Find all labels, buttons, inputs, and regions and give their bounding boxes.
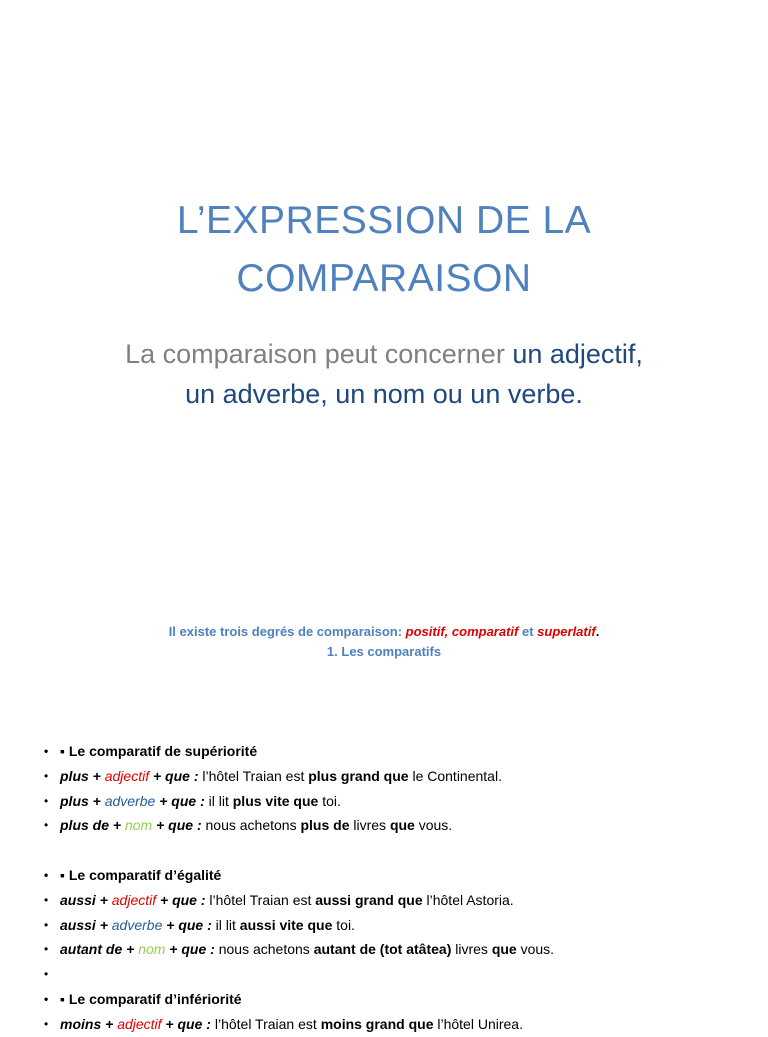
heading-egalite: • ▪ Le comparatif d’égalité [44, 863, 764, 888]
formula-end: + que : [155, 792, 209, 809]
subtitle-part1: La comparaison peut concerner [125, 339, 513, 369]
slide-subtitle [120, 334, 648, 414]
slide-title-line2: COMPARAISON [236, 257, 532, 300]
list-item-empty [44, 962, 764, 987]
degree-positif: positif [405, 624, 445, 639]
formula-start: autant de + [60, 941, 139, 958]
example-key: que [491, 941, 517, 958]
formula-start: plus + [60, 767, 105, 784]
formula-end: + que : [162, 916, 216, 933]
formula-end: + que : [165, 941, 219, 958]
degree-et: et [518, 624, 538, 639]
example-key: plus grand que [308, 767, 409, 784]
example-text: il lit [215, 916, 240, 933]
formula-end: + que : [156, 891, 210, 908]
intro-dot: . [595, 624, 600, 639]
formula-nom: nom [138, 941, 166, 958]
example-key: aussi vite que [239, 916, 333, 933]
formula-start: plus de + [60, 817, 125, 834]
formula-adjectif: adjectif [117, 1015, 162, 1032]
degree-comparatif: comparatif [451, 624, 519, 639]
list-spacer [44, 838, 764, 863]
formula-start: aussi + [60, 916, 112, 933]
heading-superiorite: • ▪ Le comparatif de supériorité [44, 739, 764, 764]
formula-end: + que : [161, 1015, 215, 1032]
example-text: l’hôtel Astoria. [422, 891, 514, 908]
subtitle-part2: un adjectif, un adverbe, un nom ou un verbe. [185, 339, 643, 409]
comparison-list [44, 739, 764, 1037]
example-key: autant de (tot atâtea) [313, 941, 452, 958]
intro-text [0, 622, 768, 662]
formula-start: moins + [60, 1015, 118, 1032]
list-item [44, 813, 764, 838]
example-text: toi. [318, 792, 341, 809]
list-item [44, 937, 764, 962]
example-text: l’hôtel Unirea. [433, 1015, 523, 1032]
degree-superlatif: superlatif [537, 624, 596, 639]
intro-line2: 1. Les comparatifs [326, 644, 442, 659]
formula-start: aussi + [60, 891, 112, 908]
example-key: que [389, 817, 415, 834]
example-text: le Continental. [408, 767, 502, 784]
example-text: nous achetons [218, 941, 314, 958]
slide-title [0, 192, 768, 308]
slide-title-line1: L’EXPRESSION DE LA [176, 199, 592, 242]
list-item [44, 1012, 764, 1037]
example-text: l’hôtel Traian est [202, 767, 309, 784]
example-text: l’hôtel Traian est [209, 891, 316, 908]
list-item [44, 789, 764, 814]
formula-adverbe: adverbe [104, 792, 156, 809]
example-text: il lit [208, 792, 233, 809]
example-text: vous. [414, 817, 453, 834]
example-text: vous. [516, 941, 555, 958]
example-text: l’hôtel Traian est [214, 1015, 321, 1032]
formula-start: plus + [60, 792, 105, 809]
list-item [44, 913, 764, 938]
list-item [44, 888, 764, 913]
example-key: plus de [300, 817, 350, 834]
formula-adverbe: adverbe [111, 916, 163, 933]
degree-separator: , [444, 624, 452, 639]
formula-adjectif: adjectif [104, 767, 150, 784]
formula-end: + que : [152, 817, 206, 834]
example-text: toi. [332, 916, 355, 933]
formula-nom: nom [124, 817, 153, 834]
example-text: nous achetons [205, 817, 301, 834]
example-key: plus vite que [232, 792, 319, 809]
example-text: livres [349, 817, 390, 834]
example-key: moins grand que [320, 1015, 434, 1032]
formula-adjectif: adjectif [111, 891, 157, 908]
formula-end: + que : [149, 767, 203, 784]
intro-lead: Il existe trois degrés de comparaison: [168, 624, 406, 639]
list-item [44, 764, 764, 789]
heading-inferiorite: • ▪ Le comparatif d’infériorité [44, 987, 764, 1012]
example-key: aussi grand que [315, 891, 423, 908]
intro-line1 [0, 622, 768, 642]
example-text: livres [451, 941, 492, 958]
